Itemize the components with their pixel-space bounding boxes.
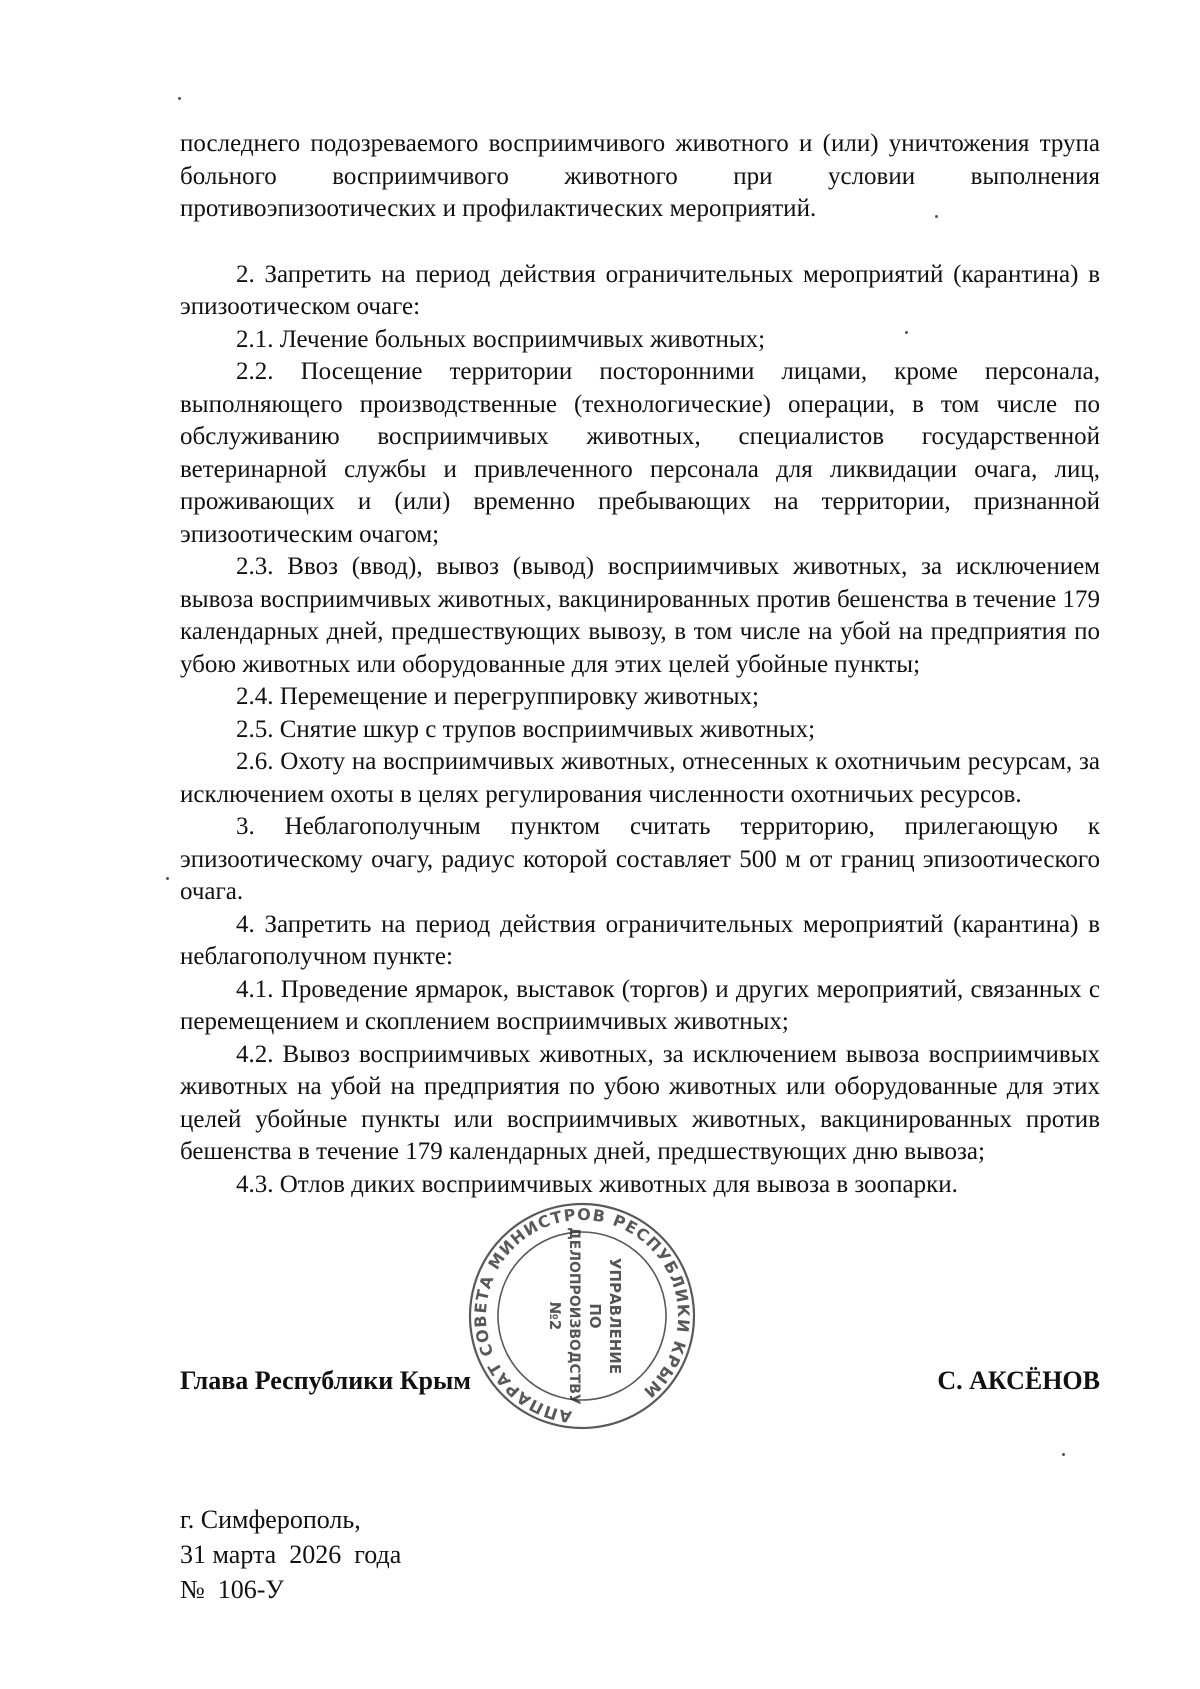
- paragraph-item-2-3: 2.3. Ввоз (ввод), вывоз (вывод) восприимчивых животных, за исключением вывоза восприимчивых животных, вакцинированных против бешенства в течение 179 календарных дней, предшествующих вывозу, в том числе на убой на предприятия по убою животных или оборудованные для этих целей убойные пункты;: [180, 553, 1100, 678]
- document-body: [180, 128, 1100, 1201]
- paragraph-item-4-2: 4.2. Вывоз восприимчивых животных, за исключением вывоза восприимчивых животных на убой на предприятия по убою животных или оборудованные для этих целей убойные пункты или восприимчивых животных, вакцинированных против бешенства в течение 179 календарных дней, предшествующих дню вывоза;: [180, 1040, 1100, 1165]
- scan-speck: [1062, 1453, 1065, 1456]
- paragraph-item-4: 4. Запретить на период действия ограничительных мероприятий (карантина) в неблагополучном пункте:: [180, 910, 1100, 970]
- document-footer: [180, 1502, 401, 1607]
- signatory-position: Глава Республики Крым: [180, 1366, 472, 1395]
- paragraph-item-2-2: 2.2. Посещение территории посторонними лицами, кроме персонала, выполняющего производственные (технологические) операции, в том числе по обслуживанию восприимчивых животных, специалистов государственной ветеринарной службы и привлеченного персонала для ликвидации очага, лиц, проживающих и (или) временно пребывающих на территории, признанной эпизоотическим очагом;: [180, 358, 1100, 548]
- paragraph-item-2-1: 2.1. Лечение больных восприимчивых животных;: [236, 325, 766, 353]
- seal-line-3: ДЕЛОПРОИЗВОДСТВУ: [566, 1227, 582, 1405]
- signatory-name: С. АКСЁНОВ: [937, 1366, 1100, 1395]
- paragraph-item-4-1: 4.1. Проведение ярмарок, выставок (торгов) и других мероприятий, связанных с перемещением и скоплением восприимчивых животных;: [180, 975, 1100, 1035]
- scan-speck: [935, 215, 938, 218]
- seal-line-4: №2: [546, 1301, 564, 1331]
- seal-ring-text: АППАРАТ СОВЕТА МИНИСТРОВ РЕСПУБЛИКИ КРЫМ: [470, 1204, 694, 1427]
- scan-speck: [178, 97, 181, 100]
- paragraph-item-2-4: 2.4. Перемещение и перегруппировку животных;: [236, 683, 759, 710]
- paragraph-item-3: 3. Неблагополучным пунктом считать территорию, прилегающую к эпизоотическому очагу, радиус которой составляет 500 м от границ эпизоотического очага.: [180, 813, 1100, 905]
- seal-line-1: УПРАВЛЕНИЕ: [606, 1257, 624, 1375]
- paragraph-continuation: последнего подозреваемого восприимчивого животного и (или) уничтожения трупа больного восприимчивого животного при условии выполнения противоэпизоотических и профилактических мероприятий.: [180, 130, 1100, 222]
- footer-city: г. Симферополь,: [180, 1505, 361, 1534]
- scan-speck: [905, 331, 908, 334]
- paragraph-item-2: 2. Запретить на период действия ограничительных мероприятий (карантина) в эпизоотическом очаге:: [180, 260, 1100, 320]
- footer-date: 31 марта 2026 года: [180, 1540, 402, 1569]
- footer-number: № 106-У: [180, 1575, 284, 1604]
- paragraph-item-4-3: 4.3. Отлов диких восприимчивых животных для вывоза в зоопарки.: [236, 1170, 958, 1198]
- paragraph-item-2-5: 2.5. Снятие шкур с трупов восприимчивых животных;: [236, 715, 816, 743]
- paragraph-item-2-6: 2.6. Охоту на восприимчивых животных, отнесенных к охотничьим ресурсам, за исключением охоты в целях регулирования численности охотничьих ресурсов.: [180, 748, 1100, 808]
- seal-line-2: ПО: [586, 1303, 604, 1329]
- official-seal: [462, 1196, 702, 1436]
- scan-speck: [166, 877, 169, 880]
